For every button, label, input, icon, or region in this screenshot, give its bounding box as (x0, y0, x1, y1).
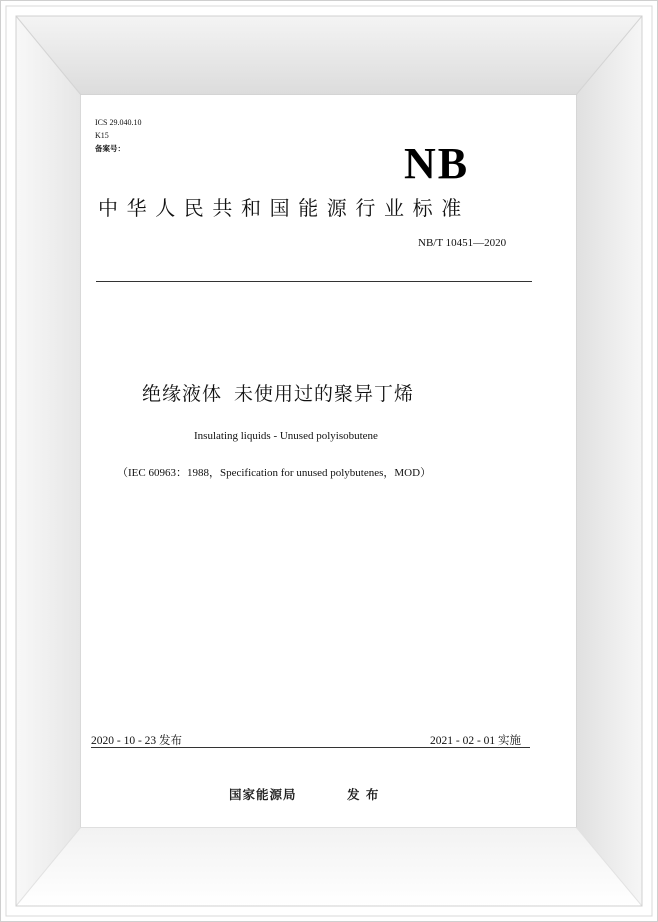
issue-word: 发 布 (347, 787, 380, 802)
title-english: Insulating liquids - Unused polyisobutene (194, 430, 378, 442)
header-rule (96, 281, 532, 282)
standard-code: NB/T 10451—2020 (418, 237, 507, 249)
reference-standard: （IEC 60963：1988，Specification for unused polybutenes，MOD） (117, 467, 432, 479)
date-rule (91, 747, 530, 748)
publish-date: 2020 - 10 - 23 发布 (91, 735, 183, 747)
document-page (81, 95, 576, 827)
organization-name: 中华人民共和国能源行业标准 (98, 196, 470, 220)
record-number-label: 备案号： (95, 144, 125, 153)
nb-logo: NB (404, 139, 470, 188)
ics-code: ICS 29.040.10 (95, 118, 142, 127)
title-chinese-part1: 绝缘液体 (142, 383, 223, 405)
issuer-name: 国家能源局 (229, 787, 297, 802)
implement-date: 2021 - 02 - 01 实施 (430, 735, 522, 747)
title-chinese (142, 382, 414, 406)
category-code: K15 (95, 131, 109, 140)
title-chinese-part2: 未使用过的聚异丁烯 (234, 383, 415, 405)
